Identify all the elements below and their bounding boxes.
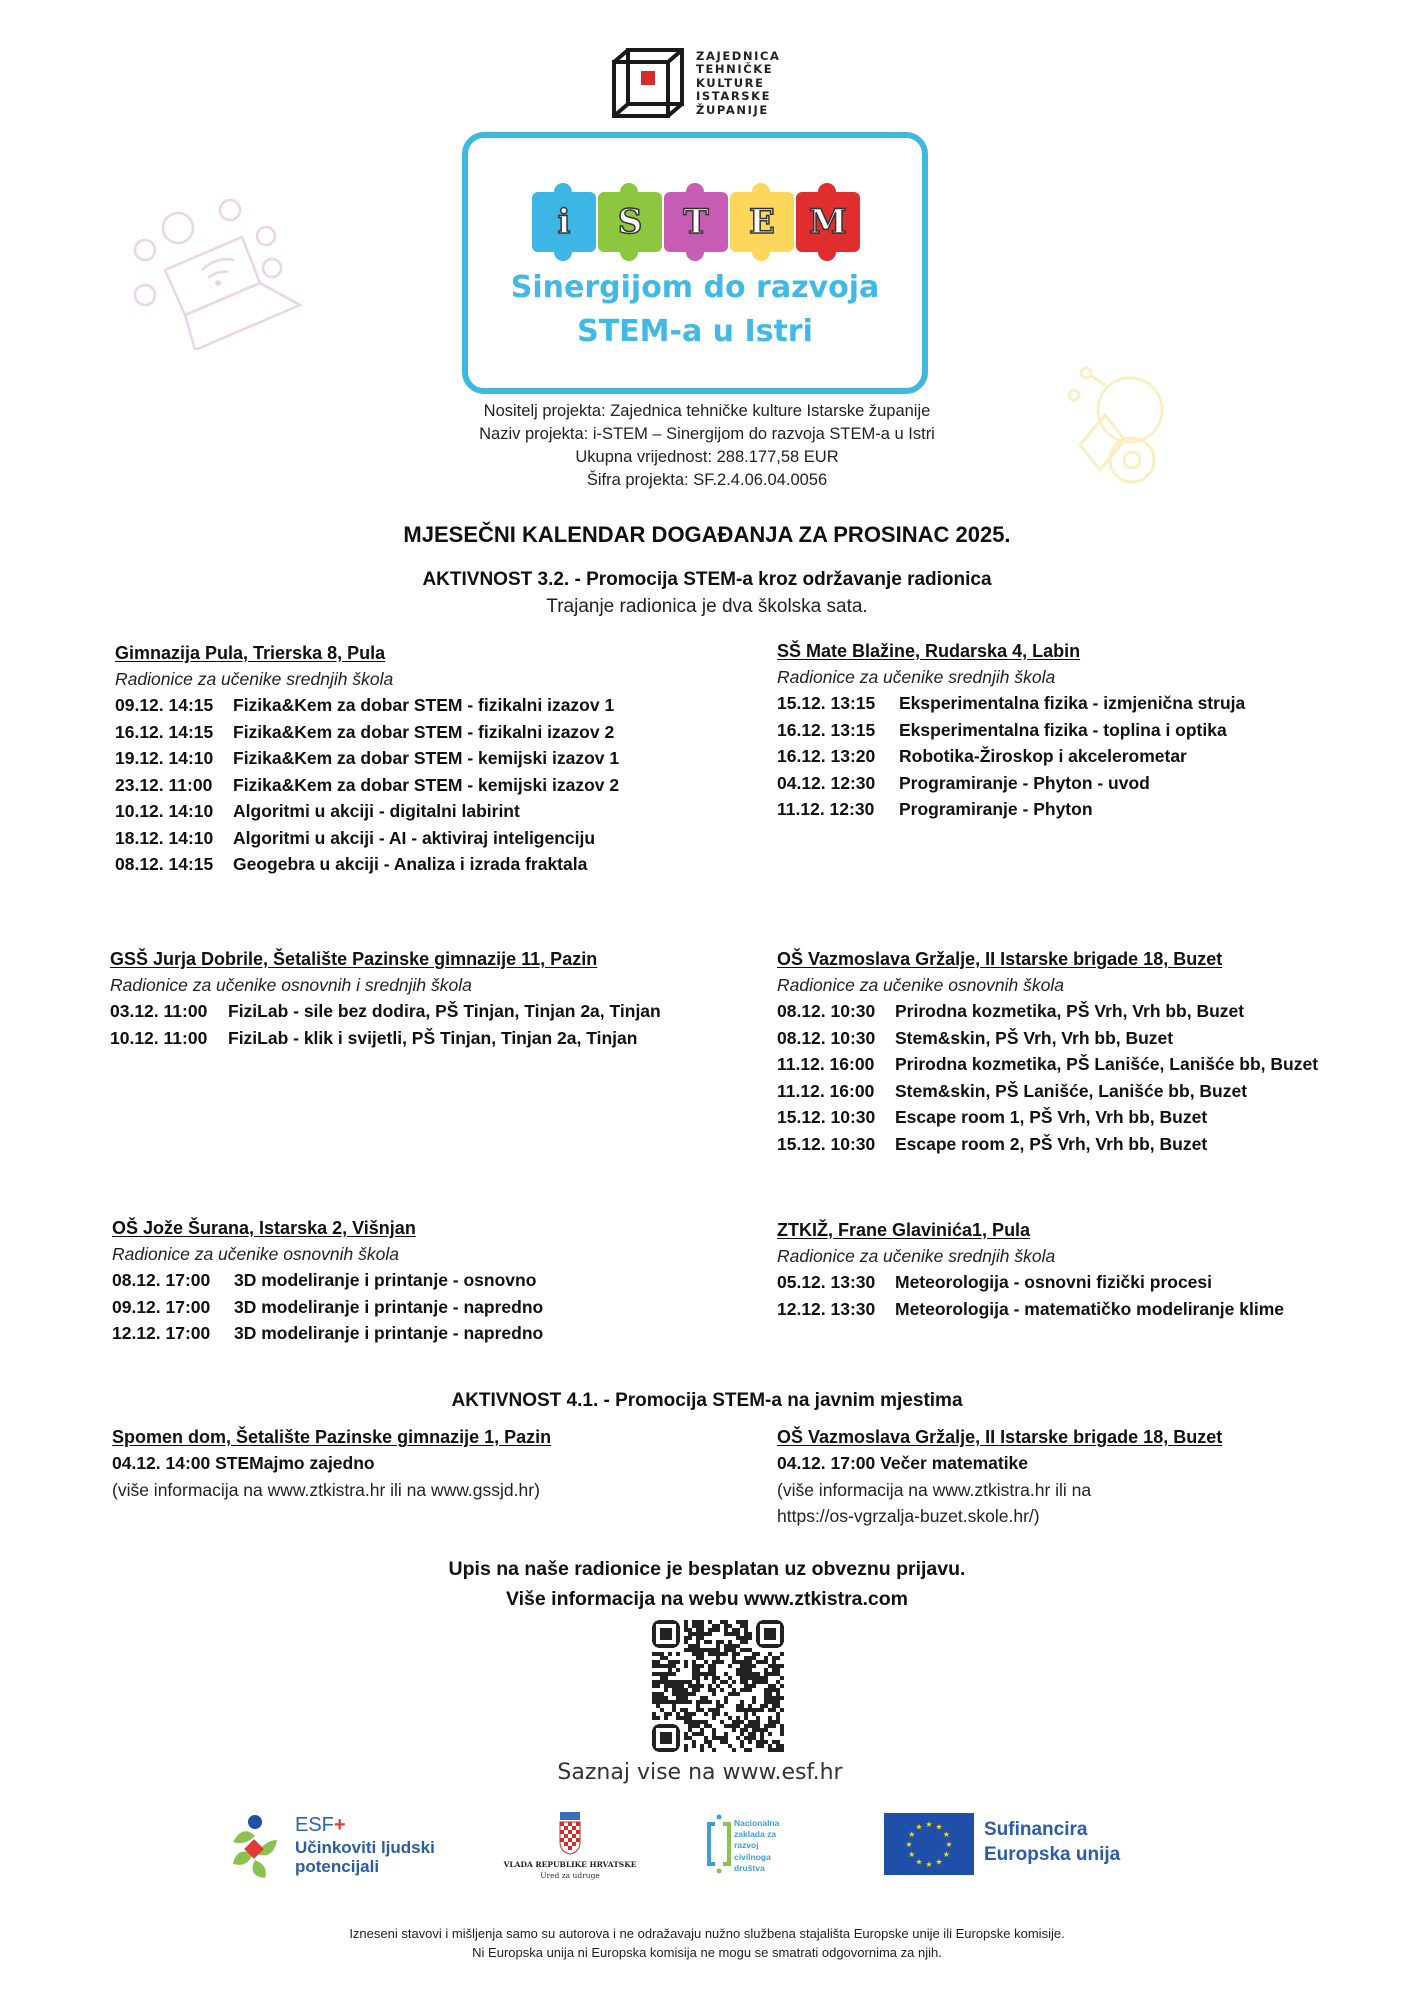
laptop-wifi-icon (130, 190, 310, 350)
event-row (115, 719, 755, 746)
event-row (777, 1296, 1414, 1323)
signup-cta (200, 1554, 1214, 1614)
event-title: Eksperimentalna fizika - izmjenična struja (899, 693, 1246, 713)
svg-text:★: ★ (945, 1840, 953, 1849)
event-row (777, 1078, 1414, 1105)
event-row (777, 770, 1414, 797)
event-title: Robotika-Žiroskop i akcelerometar (899, 746, 1187, 766)
nzrcd-name: Nacionalna zaklada za razvoj civilnoga društva (734, 1818, 780, 1873)
event-title: Fizika&Kem za dobar STEM - kemijski izazov 2 (233, 774, 620, 795)
svg-text:★: ★ (935, 1857, 943, 1867)
event-datetime: 12.12. 13:30 (777, 1298, 876, 1319)
event-title: Geogebra u akciji - Analiza i izrada fraktala (233, 854, 588, 874)
istem-logo-box (462, 132, 928, 394)
lightbulb-gear-icon (1050, 365, 1175, 490)
eu-flag-icon (884, 1813, 974, 1875)
signup-note: Upis na naše radionice je besplatan uz obveznu prijavu. (448, 1558, 966, 1580)
qr-code-icon[interactable] (652, 1620, 784, 1752)
svg-text:★: ★ (942, 1850, 950, 1859)
event-datetime: 04.12. 12:30 (777, 772, 876, 793)
puzzle-piece-t: T (664, 192, 728, 252)
event-datetime: 11.12. 12:30 (777, 799, 875, 819)
event-title: 3D modeliranje i printanje - napredno (234, 1296, 544, 1317)
svg-text:★: ★ (925, 1820, 933, 1829)
venue-title: OŠ Vazmoslava Gržalje, II Istarske brigade 18, Buzet (777, 1427, 1223, 1447)
event-title: Algoritmi u akciji - digitalni labirint (233, 801, 520, 821)
event-row (777, 743, 1414, 770)
event-title: Programiranje - Phyton - uvod (899, 772, 1150, 793)
croatian-government-logo (500, 1810, 640, 1890)
istem-puzzle-logo (532, 182, 862, 258)
public-event-block (112, 1424, 752, 1503)
activity-32-subtitle: Trajanje radionica je dva školska sata. (546, 596, 868, 617)
svg-text:★: ★ (925, 1860, 933, 1869)
svg-text:★: ★ (915, 1857, 923, 1867)
event-datetime: 08.12. 14:15 (115, 854, 214, 874)
event-datetime: 08.12. 10:30 (777, 1001, 876, 1021)
project-value: Ukupna vrijednost: 288.177,58 EUR (575, 448, 839, 466)
more-info-text: (više informacija na www.ztkistra.hr ili na (777, 1479, 1092, 1500)
event-title: Fizika&Kem za dobar STEM - fizikalni izazov 2 (233, 721, 615, 742)
event-row (777, 796, 1414, 823)
cube-logo-icon (612, 48, 684, 120)
venue-block (777, 1217, 1414, 1322)
venue-block (115, 640, 755, 878)
event-datetime: 05.12. 13:30 (777, 1272, 876, 1292)
event-title: Fizika&Kem za dobar STEM - fizikalni izazov 1 (233, 695, 615, 715)
event-title: Stem&skin, PŠ Vrh, Vrh bb, Buzet (895, 1027, 1174, 1048)
event-row (115, 825, 755, 852)
event-title: Eksperimentalna fizika - toplina i optika (899, 719, 1227, 740)
venue-title: ZTKIŽ, Frane Glavinića1, Pula (777, 1220, 1031, 1240)
event-datetime: 11.12. 16:00 (777, 1080, 875, 1101)
more-info-link[interactable]: https://os-vgrzalja-buzet.skole.hr/) (777, 1505, 1040, 1526)
event-row (115, 692, 755, 719)
event-title: Fizika&Kem za dobar STEM - kemijski izazov 1 (233, 748, 620, 768)
event-title: Escape room 1, PŠ Vrh, Vrh bb, Buzet (895, 1107, 1208, 1127)
venue-block (777, 638, 1414, 823)
event-title: Programiranje - Phyton (899, 799, 1093, 819)
event-datetime: 23.12. 11:00 (115, 774, 213, 795)
event-title: 3D modeliranje i printanje - osnovno (234, 1270, 537, 1290)
event-row (777, 1051, 1414, 1078)
esf-link[interactable]: Saznaj vise na www.esf.hr (557, 1760, 843, 1785)
event-datetime: 16.12. 14:15 (115, 721, 214, 742)
venue-title: OŠ Jože Šurana, Istarska 2, Višnjan (112, 1218, 416, 1238)
nzrcd-logo (706, 1812, 826, 1882)
venue-title: Gimnazija Pula, Trierska 8, Pula (115, 643, 386, 663)
event-row (777, 1269, 1414, 1296)
ztk-logo-text: ZAJEDNICA TEHNIČKE KULTURE ISTARSKE ŽUPANIJE (696, 49, 781, 117)
venue-title: GSŠ Jurja Dobrile, Šetalište Pazinske gimnazije 11, Pazin (110, 949, 598, 969)
event-datetime: 11.12. 16:00 (777, 1054, 875, 1074)
venue-audience: Radionice za učenike srednjih škola (115, 669, 394, 689)
government-name: VLADA REPUBLIKE HRVATSKE (503, 1860, 637, 1869)
svg-text:★: ★ (935, 1822, 943, 1832)
disclaimer: Izneseni stavovi i mišljenja samo su autorova i ne odražavaju nužno službena stajališta Europske unije ili Europske komisije. Ni Europska unija ni Europska komisija ne mogu se smatrati odgovornima za njih. (349, 1926, 1065, 1960)
event-row (777, 1131, 1414, 1158)
event-datetime: 15.12. 10:30 (777, 1107, 876, 1127)
puzzle-piece-m: M (796, 192, 860, 252)
venue-audience: Radionice za učenike srednjih škola (777, 1246, 1056, 1266)
project-info (360, 400, 1054, 492)
activity-32-title: AKTIVNOST 3.2. - Promocija STEM-a kroz održavanje radionica (422, 569, 992, 590)
public-event-block (777, 1424, 1414, 1529)
venue-title: SŠ Mate Blažine, Rudarska 4, Labin (777, 641, 1081, 661)
event-datetime: 08.12. 10:30 (777, 1027, 876, 1048)
svg-text:★: ★ (942, 1830, 950, 1839)
event-datetime: 12.12. 17:00 (112, 1323, 211, 1343)
brackets-icon (706, 1812, 732, 1876)
puzzle-piece-i: i (532, 192, 596, 252)
venue-title: OŠ Vazmoslava Gržalje, II Istarske brigade 18, Buzet (777, 949, 1223, 969)
event-datetime: 16.12. 13:15 (777, 719, 876, 740)
croatian-coat-of-arms-icon (558, 1812, 582, 1856)
event-datetime: 09.12. 17:00 (112, 1296, 211, 1317)
event-title: Meteorologija - osnovni fizički procesi (895, 1272, 1212, 1292)
event-datetime: 03.12. 11:00 (110, 1001, 208, 1021)
venue-block (112, 1215, 752, 1347)
project-holder: Nositelj projekta: Zajednica tehničke kulture Istarske županije (483, 402, 931, 420)
event-datetime: 16.12. 13:20 (777, 746, 876, 766)
event-datetime: 08.12. 17:00 (112, 1270, 211, 1290)
event-title: Escape room 2, PŠ Vrh, Vrh bb, Buzet (895, 1133, 1208, 1154)
esf-program-name: Učinkoviti ljudski potencijali (295, 1838, 435, 1876)
venue-block (110, 946, 750, 1051)
esf-flower-icon (225, 1812, 287, 1882)
puzzle-piece-s: S (598, 192, 662, 252)
event-row (115, 772, 755, 799)
venue-title: Spomen dom, Šetalište Pazinske gimnazije 1, Pazin (112, 1427, 552, 1447)
istem-slogan: Sinergijom do razvoja STEM-a u Istri (510, 270, 880, 349)
event-datetime: 10.12. 14:10 (115, 801, 214, 821)
event-title: Prirodna kozmetika, PŠ Lanišće, Lanišće bb, Buzet (895, 1054, 1319, 1074)
event-row (777, 1104, 1414, 1131)
event-row (110, 1025, 750, 1052)
event-title: FiziLab - klik i svijetli, PŠ Tinjan, Tinjan 2a, Tinjan (228, 1027, 638, 1048)
venue-audience: Radionice za učenike osnovnih škola (112, 1244, 399, 1264)
public-event: 04.12. 17:00 Večer matematike (777, 1453, 1029, 1473)
event-title: Prirodna kozmetika, PŠ Vrh, Vrh bb, Buzet (895, 1001, 1245, 1021)
venue-audience: Radionice za učenike srednjih škola (777, 667, 1056, 687)
page-title: MJESEČNI KALENDAR DOGAĐANJA ZA PROSINAC 2025. (403, 522, 1011, 547)
puzzle-piece-e: E (730, 192, 794, 252)
public-event: 04.12. 14:00 STEMajmo zajedno (112, 1453, 375, 1473)
esf-plus-logo (225, 1812, 445, 1882)
event-row (115, 851, 755, 878)
event-row (777, 1025, 1414, 1052)
ztk-logo (612, 48, 781, 124)
event-title: Algoritmi u akciji - AI - aktiviraj inteligenciju (233, 827, 596, 848)
event-row (777, 998, 1414, 1025)
event-row (777, 690, 1414, 717)
event-datetime: 15.12. 10:30 (777, 1133, 876, 1154)
event-title: FiziLab - sile bez dodira, PŠ Tinjan, Tinjan 2a, Tinjan (228, 1001, 661, 1021)
svg-text:★: ★ (915, 1822, 923, 1832)
event-title: Stem&skin, PŠ Lanišće, Lanišće bb, Buzet (895, 1080, 1248, 1101)
venue-audience: Radionice za učenike osnovnih škola (777, 975, 1064, 995)
more-info-text: (više informacija na www.ztkistra.hr ili na www.gssjd.hr) (112, 1479, 540, 1500)
government-office: Ured za udruge (540, 1871, 600, 1880)
svg-text:★: ★ (908, 1850, 916, 1859)
event-row (112, 1267, 752, 1294)
event-title: 3D modeliranje i printanje - napredno (234, 1323, 544, 1343)
eu-cofunded-text: Sufinancira Europska unija (984, 1819, 1121, 1865)
event-row (110, 998, 750, 1025)
project-code: Šifra projekta: SF.2.4.06.04.0056 (586, 471, 828, 489)
event-datetime: 18.12. 14:10 (115, 827, 214, 848)
svg-text:★: ★ (905, 1840, 913, 1849)
event-row (112, 1294, 752, 1321)
event-row (112, 1320, 752, 1347)
svg-text:★: ★ (908, 1830, 916, 1839)
event-row (777, 717, 1414, 744)
event-datetime: 19.12. 14:10 (115, 748, 214, 768)
activity-41-title: AKTIVNOST 4.1. - Promocija STEM-a na javnim mjestima (451, 1390, 963, 1411)
event-datetime: 15.12. 13:15 (777, 693, 876, 713)
event-title: Meteorologija - matematičko modeliranje klime (895, 1298, 1284, 1319)
venue-audience: Radionice za učenike osnovnih i srednjih škola (110, 975, 472, 995)
event-row (115, 745, 755, 772)
project-name: Naziv projekta: i-STEM – Sinergijom do razvoja STEM-a u Istri (479, 425, 935, 443)
eu-cofunded-logo (884, 1813, 1144, 1875)
event-row (115, 798, 755, 825)
website-note: Više informacija na webu www.ztkistra.com (505, 1588, 909, 1610)
event-datetime: 09.12. 14:15 (115, 695, 214, 715)
event-datetime: 10.12. 11:00 (110, 1027, 208, 1048)
venue-block (777, 946, 1414, 1157)
esf-plus-text: ESF+ (295, 1814, 346, 1836)
